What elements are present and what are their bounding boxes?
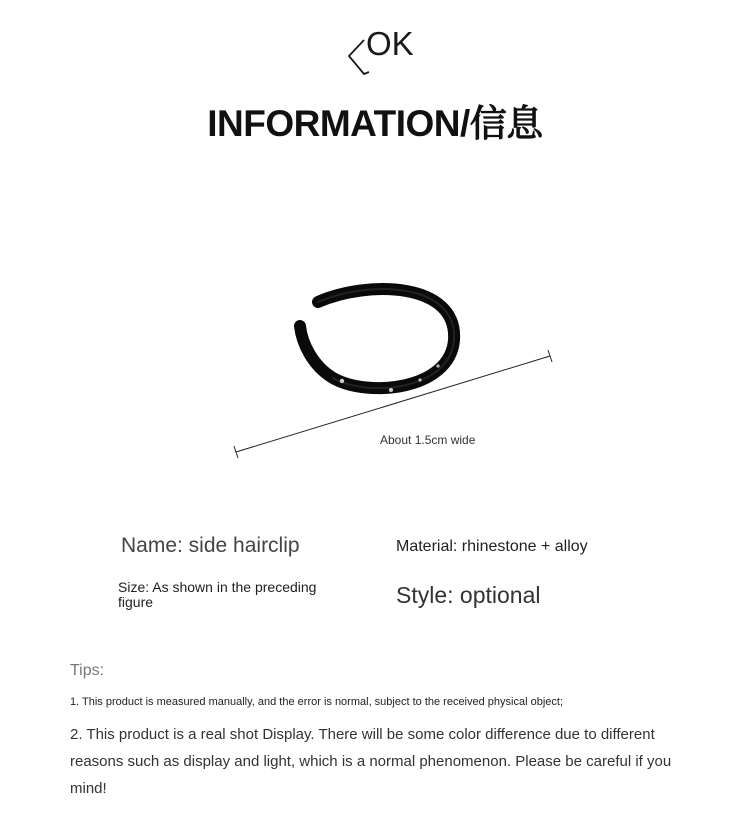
spec-size: Size: As shown in the preceding figure <box>118 579 317 610</box>
headband-shape <box>300 289 454 388</box>
rhinestone <box>418 378 421 381</box>
rhinestone <box>436 364 439 367</box>
rhinestone <box>389 388 393 392</box>
tip-item: 2. This product is a real shot Display. There will be some color difference due to different reasons such as display and light, which is a normal phenomenon. Please be careful if you mind! <box>70 726 672 797</box>
spec-name: Name: side hairclip <box>121 534 300 557</box>
spec-material: Material: rhinestone + alloy <box>396 538 588 555</box>
width-label: About 1.5cm wide <box>380 433 476 447</box>
tips-title: Tips: <box>70 662 105 679</box>
section-title: INFORMATION/信息 <box>207 103 543 144</box>
spec-style: Style: optional <box>396 582 541 608</box>
tip-item: 1. This product is measured manually, and the error is normal, subject to the received physical object; <box>70 696 564 708</box>
brand-logo-text: OK <box>366 25 414 62</box>
rhinestone <box>340 379 344 383</box>
